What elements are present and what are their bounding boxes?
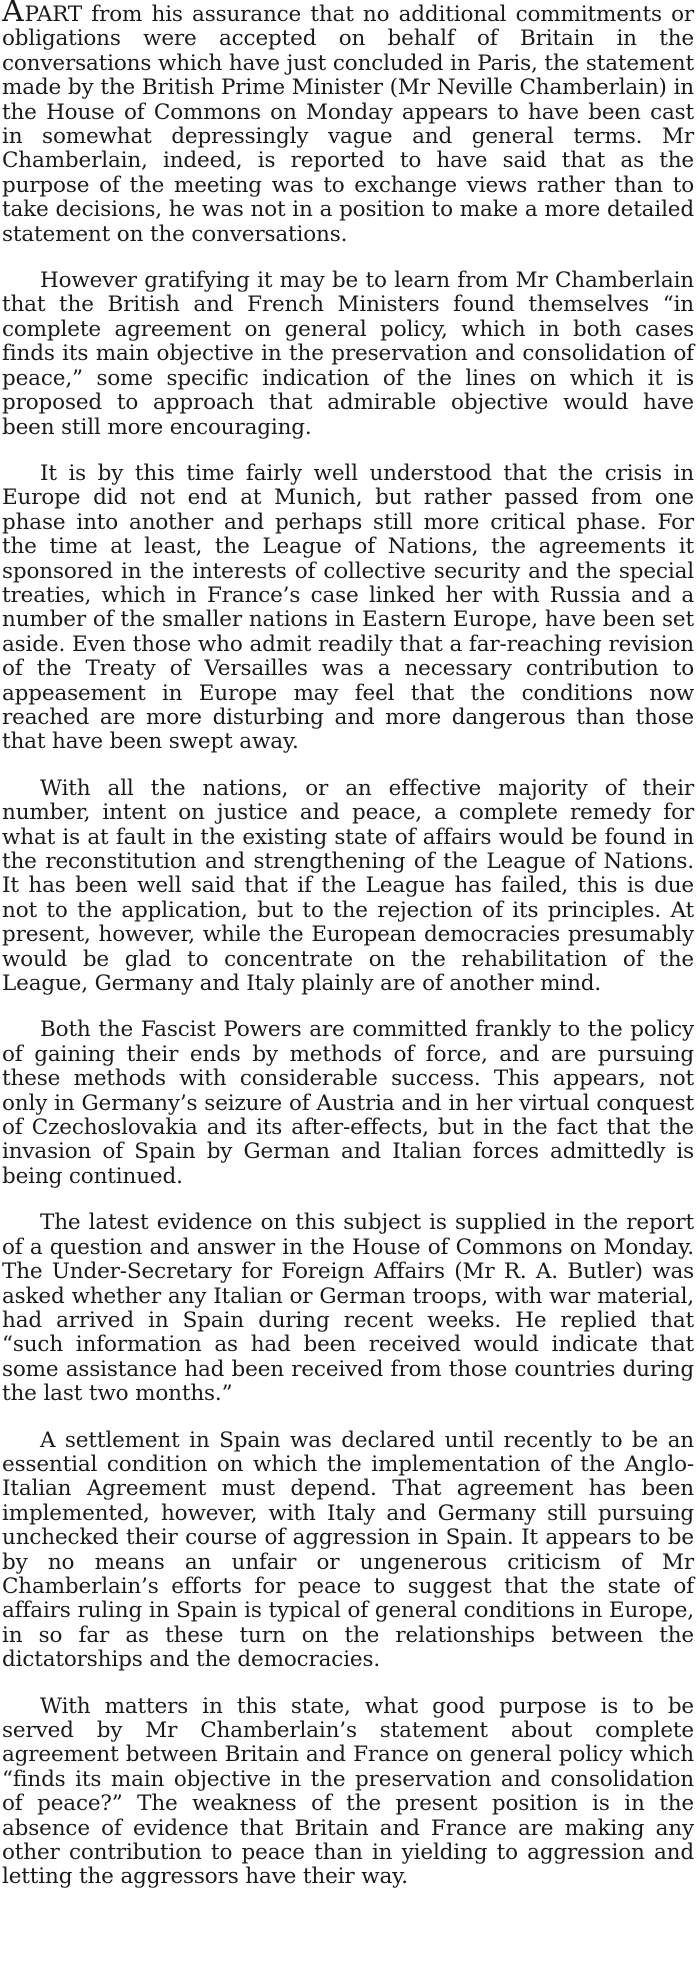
paragraph-text: PART from his assurance that no additional commitments or obligations were accepted on behalf of Britain in the conversations which have just concluded in Paris, the statement made by the British Prime Minister (Mr Neville Chamberlain) in the House of Commons on Monday appears to have been cast in somewhat depressingly vague and general terms. Mr Chamberlain, indeed, is reported to have said that as the purpose of the meeting was to exchange views rather than to take decisions, he was not in a position to make a more detailed statement on the conversations.	[2, 2, 694, 247]
article-paragraph-5: Both the Fascist Powers are committed frankly to the policy of gaining their ends by methods of force, and are pursuing these methods with considerable success. This appears, not only in Germany’s seizure of Austria and in her virtual conquest of Czechoslovakia and its after-effects, but in the fact that the invasion of Spain by German and Italian forces admittedly is being continued.	[2, 1017, 694, 1189]
article-paragraph-4: With all the nations, or an effective majority of their number, intent on justice and peace, a complete remedy for what is at fault in the existing state of affairs would be found in the reconstitution and strengthening of the League of Nations. It has been well said that if the League has failed, this is due not to the application, but to the rejection of its principles. At present, however, while the European democracies presumably would be glad to concentrate on the rehabilitation of the League, Germany and Italy plainly are of another mind.	[2, 775, 694, 997]
drop-cap-letter: A	[2, 0, 24, 29]
article-paragraph-6: The latest evidence on this subject is supplied in the report of a question and answer in the House of Commons on Monday. The Under-Secretary for Foreign Affairs (Mr R. A. Butler) was asked whether any Italian or German troops, with war material, had arrived in Spain during recent weeks. He replied that “such information as had been received would indicate that some assistance had been received from those countries during the last two months.”	[2, 1210, 694, 1407]
article-paragraph-1	[2, 0, 694, 247]
article-paragraph-8: With matters in this state, what good purpose is to be served by Mr Chamberlain’s statement about complete agreement between Britain and France on general policy which “finds its main objective in the preservation and consolidation of peace?” The weakness of the present position is in the absence of evidence that Britain and France are making any other contribution to peace than in yielding to aggression and letting the aggressors have their way.	[2, 1693, 694, 1890]
article-paragraph-3: It is by this time fairly well understood that the crisis in Europe did not end at Munich, but rather passed from one phase into another and perhaps still more critical phase. For the time at least, the League of Nations, the agreements it sponsored in the interests of collective security and the special treaties, which in France’s case linked her with Russia and a number of the smaller nations in Eastern Europe, have been set aside. Even those who admit readily that a far-reaching revision of the Treaty of Versailles was a necessary contribution to appeasement in Europe may feel that the conditions now reached are more disturbing and more dangerous than those that have been swept away.	[2, 460, 694, 755]
article-paragraph-2: However gratifying it may be to learn from Mr Chamberlain that the British and French Ministers found themselves “in complete agreement on general policy, which in both cases finds its main objective in the preservation and consolidation of peace,” some specific indication of the lines on which it is proposed to approach that admirable objective would have been still more encouraging.	[2, 268, 694, 440]
article-paragraph-7: A settlement in Spain was declared until recently to be an essential condition on which the implementation of the Anglo-Italian Agreement must depend. That agreement has been implemented, however, with Italy and Germany still pursuing unchecked their course of aggression in Spain. It appears to be by no means an unfair or ungenerous criticism of Mr Chamberlain’s efforts for peace to suggest that the state of affairs ruling in Spain is typical of general conditions in Europe, in so far as these turn on the relationships between the dictatorships and the democracies.	[2, 1427, 694, 1673]
